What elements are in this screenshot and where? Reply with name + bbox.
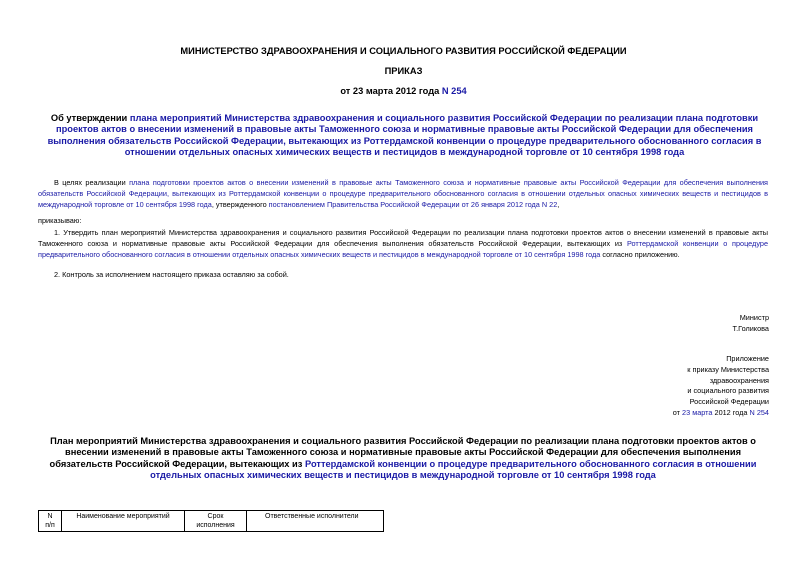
item1-text-2: согласно приложению. [600, 249, 680, 259]
paragraph-item-2: 2. Контроль за исполнением настоящего приказа оставляю за собой. [54, 270, 289, 279]
plan-title-text: План мероприятий Министерства здравоохранения и социального развития Российской Федерации по реализации плана подготовки проектов актов о внесении изменений в правовые акты Таможенного союза и нормативные правовые акты Российской Федерации для обеспечения выполнения обязательств Российской Федерации, вытекающих из [49, 436, 756, 469]
paragraph-intro [38, 178, 768, 210]
plan-table-header-row [39, 511, 384, 532]
intro-text-2: , утвержденного [211, 199, 269, 209]
intro-text-1: В целях реализации [54, 178, 130, 187]
appendix-block [673, 354, 769, 419]
appendix-number-link[interactable]: N 254 [749, 407, 769, 417]
col-responsible-header: Ответственные исполнители [247, 511, 384, 532]
appendix-line-2: к приказу Министерства [687, 364, 769, 374]
appendix-date-link[interactable]: 23 марта [682, 407, 713, 417]
order-word: приказываю: [38, 216, 82, 225]
order-date [0, 86, 807, 96]
order-heading [38, 113, 771, 158]
col-number-line-1: N [47, 513, 53, 520]
col-deadline-line-1: Срок [207, 513, 224, 520]
heading-plan-link[interactable]: плана мероприятий Министерства здравоохранения и социального развития Российской Федерации по реализации плана подготовки проектов актов о внесении изменений в правовые акты Таможенного союза и нормативные правовые акты Российской Федерации для обеспечения выполнения обязательств Российской Федерации, вытекающих из Роттердамской конвенции о процедуре предварительного обоснованного согласия в отношении отдельных опасных химических веществ и пестицидов в международной торговле от 10 сентября 1998 года [47, 113, 762, 157]
heading-lead: Об утверждении [50, 113, 130, 123]
signature-block [732, 313, 769, 335]
appendix-line-3: здравоохранения [709, 375, 769, 385]
paragraph-item-1 [38, 228, 768, 260]
appendix-date-line [673, 408, 769, 419]
order-number: N 254 [441, 86, 467, 96]
col-deadline-header [185, 511, 247, 532]
col-deadline-line-2: исполнения [196, 522, 235, 529]
col-number-line-2: п/п [45, 522, 55, 529]
intro-text-3: , [557, 199, 560, 209]
item1-text-1: 1. Утвердить план мероприятий Министерства здравоохранения и социального развития Российской Федерации по реализации плана подготовки проектов актов о внесении изменений в правовые акты Таможенного союза и нормативные правовые акты Российской Федерации для обеспечения выполнения обязательств Российской Федерации, вытекающих из [38, 228, 768, 248]
plan-title-convention-link[interactable]: Роттердамской конвенции о процедуре предварительного обоснованного согласия в отношении отдельных опасных химических веществ и пестицидов в международной торговле от 10 сентября 1998 года [150, 458, 757, 480]
plan-table [38, 510, 384, 532]
ministry-title: МИНИСТЕРСТВО ЗДРАВООХРАНЕНИЯ И СОЦИАЛЬНОГО РАЗВИТИЯ РОССИЙСКОЙ ФЕДЕРАЦИИ [180, 46, 627, 56]
plan-link[interactable]: плана подготовки проектов актов о внесении изменений в правовые акты Таможенного союза и нормативные правовые акты Российской Федерации для обеспечения выполнения обязательств Российской Федерации, вытекающих из Роттердамской конвенции о процедуре предварительного обоснованного согласия в отношении отдельных опасных химических веществ и пестицидов в международной торговле от 10 сентября 1998 года [38, 178, 768, 209]
appendix-date-prefix: от [672, 407, 683, 417]
appendix-line-5: Российской Федерации [689, 397, 769, 407]
appendix-line-1: Приложение [726, 354, 769, 363]
order-date-text: от 23 марта 2012 года [340, 86, 442, 96]
order-title: ПРИКАЗ [384, 66, 423, 76]
signer-position: Министр [739, 313, 769, 322]
plan-title [38, 436, 768, 481]
appendix-date-mid: 2012 года [712, 407, 750, 417]
government-decree-link[interactable]: постановлением Правительства Российской Федерации от 26 января 2012 года N 22 [268, 199, 558, 209]
col-name-header: Наименование мероприятий [62, 511, 185, 532]
appendix-line-4: и социального развития [687, 386, 769, 396]
rotterdam-convention-link[interactable]: Роттердамской конвенции о процедуре предварительного обоснованного согласия в отношении отдельных опасных химических веществ и пестицидов в международной торговле от 10 сентября 1998 года [38, 238, 769, 259]
col-number-header [39, 511, 62, 532]
signer-name: Т.Голикова [732, 323, 769, 333]
